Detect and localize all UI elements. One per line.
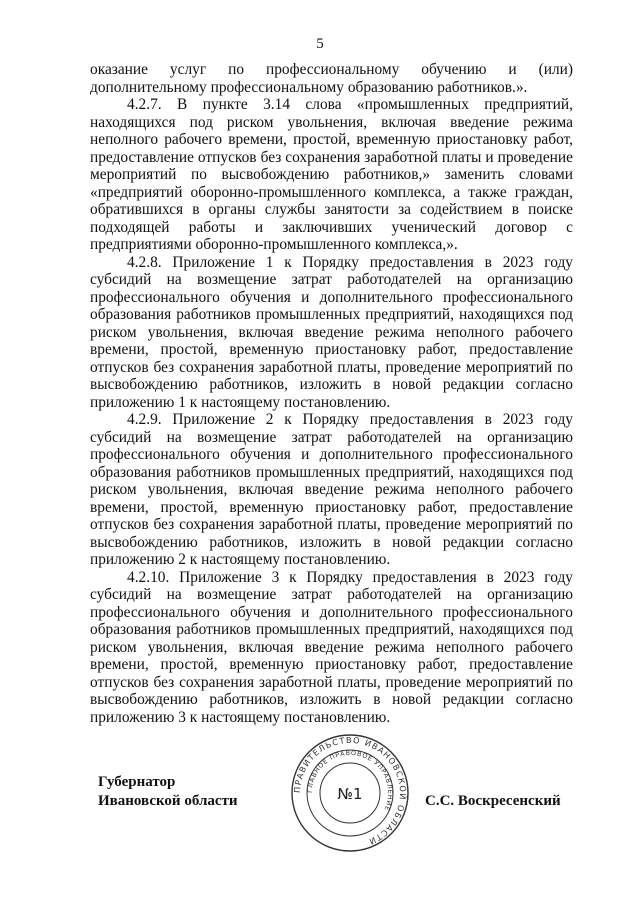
- paragraph-continuation: оказание услуг по профессиональному обучению и (или) дополнительному профессиональному образованию работников.».: [90, 61, 573, 96]
- stamp-number: №1: [337, 785, 363, 803]
- signatory-position-line1: Губернатор: [98, 774, 176, 790]
- stamp-seal: [290, 733, 410, 853]
- document-body: [90, 61, 573, 726]
- stamp-inner-text: ГЛАВНОЕ ПРАВОВОЕ УПРАВЛЕНИЕ: [305, 748, 395, 813]
- stamp-outer-text: ПРАВИТЕЛЬСТВО ИВАНОВСКОЙ ОБЛАСТИ: [291, 734, 409, 848]
- signatory-position: [98, 773, 238, 811]
- page-number: 5: [316, 36, 324, 52]
- official-stamp: [290, 733, 410, 853]
- paragraph-4-2-7: 4.2.7. В пункте 3.14 слова «промышленных предприятий, находящихся под риском увольнения, включая введение режима неполного рабочего времени, простой, временную приостановку работ, предоставление отпусков без сохранения заработной платы и проведение мероприятий по высвобождению работников,» заменить словами «предприятий оборонно-промышленного комплекса, а также граждан, обратившихся в органы службы занятости за содействием в поиске подходящей работы и заключивших ученический договор с предприятиями оборонно-промышленного комплекса,».: [90, 96, 573, 253]
- signatory-position-line2: Ивановской области: [98, 793, 238, 809]
- paragraph-4-2-8: 4.2.8. Приложение 1 к Порядку предоставления в 2023 году субсидий на возмещение затрат работодателей на организацию профессионального обучения и дополнительного профессионального образования работников промышленных предприятий, находящихся под риском увольнения, включая введение режима неполного рабочего времени, простой, временную приостановку работ, предоставление отпусков без сохранения заработной платы, проведение мероприятий по высвобождению работников, изложить в новой редакции согласно приложению 1 к настоящему постановлению.: [90, 253, 573, 411]
- paragraph-4-2-9: 4.2.9. Приложение 2 к Порядку предоставления в 2023 году субсидий на возмещение затрат работодателей на организацию профессионального обучения и дополнительного профессионального образования работников промышленных предприятий, находящихся под риском увольнения, включая введение режима неполного рабочего времени, простой, временную приостановку работ, предоставление отпусков без сохранения заработной платы, проведение мероприятий по высвобождению работников, изложить в новой редакции согласно приложению 2 к настоящему постановлению.: [90, 411, 573, 568]
- signatory-name: С.С. Воскресенский: [425, 793, 561, 809]
- paragraph-4-2-10: 4.2.10. Приложение 3 к Порядку предоставления в 2023 году субсидий на возмещение затрат работодателей на организацию профессионального обучения и дополнительного профессионального образования работников промышленных предприятий, находящихся под риском увольнения, включая введение режима неполного рабочего времени, простой, временную приостановку работ, предоставление отпусков без сохранения заработной платы, проведение мероприятий по высвобождению работников, изложить в новой редакции согласно приложению 3 к настоящему постановлению.: [90, 568, 573, 726]
